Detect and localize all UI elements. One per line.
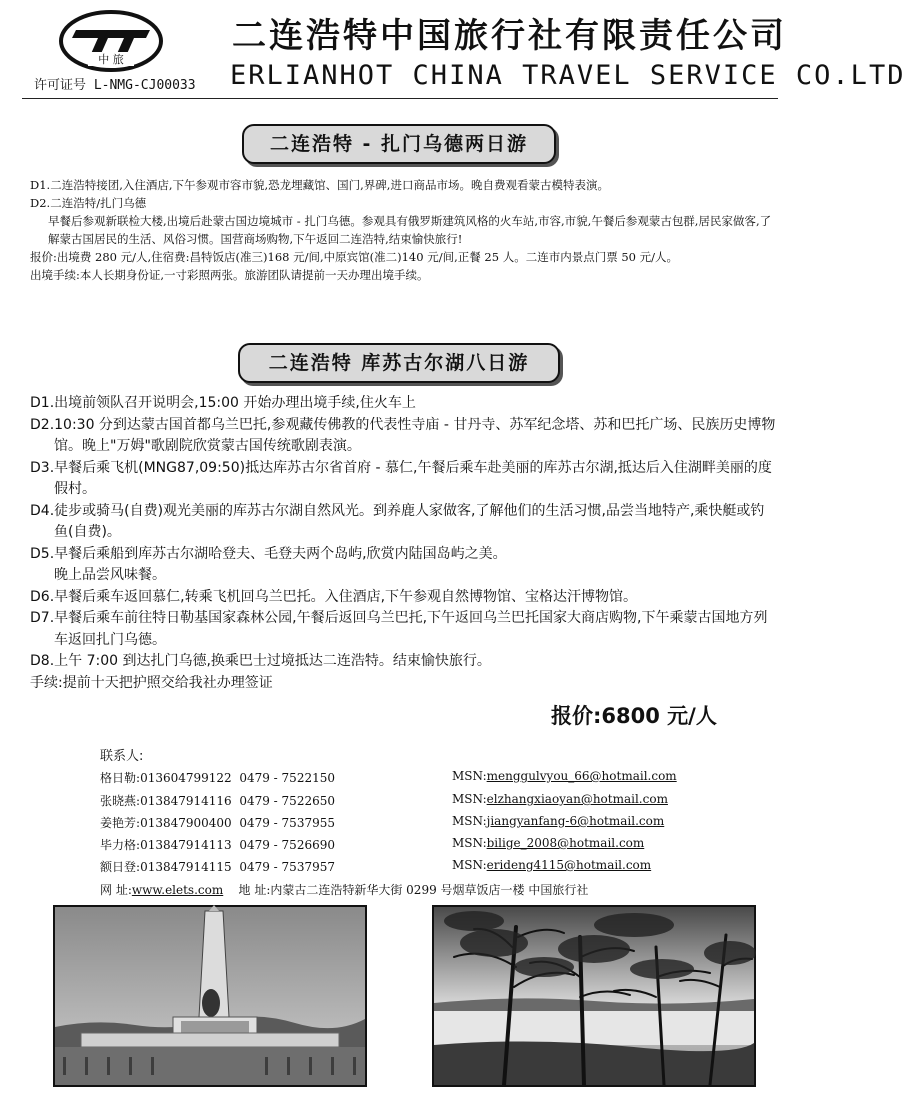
contact-msn (452, 836, 644, 850)
itinerary-day: D6.早餐后乘车返回慕仁,转乘飞机回乌兰巴托。入住酒店,下午参观自然博物馆、宝格达汗博物馆。 (30, 588, 638, 605)
contact-mobile: 013847900400 (140, 816, 232, 830)
visa-procedure: 手续:提前十天把护照交给我社办理签证 (30, 674, 273, 691)
contact-name: 额日登 (100, 860, 137, 874)
lake-photo (432, 905, 756, 1087)
trip1-line: 报价:出境费 280 元/人,住宿费:昌特饭店(准三)168 元/间,中原宾馆(准二)140 元/间,正餐 25 人。二连市内景点门票 50 元/人。 (30, 250, 679, 264)
contact-name: 毕力格 (100, 838, 137, 852)
contact-mobile: 013847914113 (140, 838, 232, 852)
itinerary-day: 晚上品尝风味餐。 (54, 567, 166, 583)
msn-address[interactable]: erideng4115@hotmail.com (486, 858, 652, 872)
trip2-title: 二连浩特 库苏古尔湖八日游 (238, 343, 560, 383)
contact-mobile: 013604799122 (140, 771, 232, 785)
itinerary-day: D5.早餐后乘船到库苏古尔湖哈登夫、毛登夫两个岛屿,欣赏内陆国岛屿之美。 (30, 545, 507, 562)
website-label: 网 址: (100, 883, 132, 897)
msn-address[interactable]: elzhangxiaoyan@hotmail.com (486, 792, 668, 806)
contact-tel: 0479 - 7537957 (239, 860, 335, 874)
msn-address[interactable]: bilige_2008@hotmail.com (486, 836, 645, 850)
contact-tel: 0479 - 7537955 (239, 816, 335, 830)
address-label: 地 址: (238, 883, 271, 897)
trip1-title: 二连浩特 - 扎门乌德两日游 (242, 124, 556, 164)
msn-label: MSN: (452, 858, 487, 872)
address-text: 内蒙古二连浩特新华大街 0299 号烟草饭店一楼 中国旅行社 (270, 883, 589, 897)
company-logo (58, 8, 164, 74)
msn-label: MSN: (452, 792, 487, 806)
msn-address[interactable]: jiangyanfang-6@hotmail.com (486, 814, 665, 828)
contact-msn (452, 792, 668, 806)
msn-label: MSN: (452, 814, 487, 828)
license-number: 许可证号 L-NMG-CJ00033 (34, 78, 196, 93)
itinerary-day: D3.早餐后乘飞机(MNG87,09:50)抵达库苏古尔省首府 - 慕仁,午餐后乘车赴美丽的库苏古尔湖,抵达后入住湖畔美丽的度假村。 (30, 459, 772, 497)
contact-row: 姜艳芳:013847900400 0479 - 7537955 (100, 816, 335, 830)
trip1-line: D2.二连浩特/扎门乌德 (30, 196, 147, 210)
monument-photo (53, 905, 367, 1087)
contact-row: 额日登:013847914115 0479 - 7537957 (100, 860, 335, 874)
header-divider (22, 98, 778, 99)
contact-tel: 0479 - 7526690 (239, 838, 335, 852)
trip1-line: 出境手续:本人长期身份证,一寸彩照两张。旅游团队请提前一天办理出境手续。 (30, 268, 429, 282)
logo-text: 中 旅 (98, 53, 124, 66)
contact-row: 格日勒:013604799122 0479 - 7522150 (100, 771, 335, 785)
itinerary-day: D8.上午 7:00 到达扎门乌德,换乘巴士过境抵达二连浩特。结束愉快旅行。 (30, 653, 491, 669)
msn-label: MSN: (452, 836, 487, 850)
contact-mobile: 013847914115 (140, 860, 232, 874)
itinerary-day: D2.10:30 分到达蒙古国首都乌兰巴托,参观藏传佛教的代表性寺庙 - 甘丹寺、苏军纪念塔、苏和巴托广场、民族历史博物馆。晚上"万姆"歌剧院欣赏蒙古国传统歌剧表演。 (30, 416, 776, 454)
itinerary-day: D1.出境前领队召开说明会,15:00 开始办理出境手续,住火车上 (30, 395, 416, 411)
website-address-row (100, 881, 588, 898)
contact-row: 张晓燕:013847914116 0479 - 7522650 (100, 794, 335, 808)
contact-name: 格日勒 (100, 771, 137, 785)
msn-address[interactable]: menggulvyou_66@hotmail.com (486, 769, 677, 783)
itinerary-day: D7.早餐后乘车前往特日勒基国家森林公园,午餐后返回乌兰巴托,下午返回乌兰巴托国家大商店购物,下午乘蒙古国地方列车返回扎门乌德。 (30, 610, 768, 648)
trip1-line: D1.二连浩特接团,入住酒店,下午参观市容市貌,恐龙埋藏馆、国门,界碑,进口商品市场。晚自费观看蒙古模特表演。 (30, 178, 609, 192)
contact-msn (452, 769, 677, 783)
itinerary-day: D4.徒步或骑马(自费)观光美丽的库苏古尔湖自然风光。到养鹿人家做客,了解他们的生活习惯,品尝当地特产,乘快艇或钓鱼(自费)。 (30, 502, 765, 540)
company-name-en: ERLIANHOT CHINA TRAVEL SERVICE CO.LTD (230, 60, 905, 91)
trip1-line: 早餐后参观新联检大楼,出境后赴蒙古国边境城市 - 扎门乌德。参观具有俄罗斯建筑风格的火车站,市容,市貌,午餐后参观蒙古包群,居民家做客,了解蒙古国居民的生活、风俗习惯。国营商场购物,下午返回二连浩特,结束愉快旅行! (48, 214, 772, 246)
contact-name: 姜艳芳 (100, 816, 137, 830)
contact-msn (452, 814, 664, 828)
contact-row: 毕力格:013847914113 0479 - 7526690 (100, 838, 335, 852)
trip2-price: 报价:6800 元/人 (551, 704, 717, 728)
msn-label: MSN: (452, 769, 487, 783)
contact-name: 张晓燕 (100, 794, 137, 808)
website-link[interactable]: www.elets.com (131, 883, 224, 897)
contacts-title: 联系人: (100, 749, 144, 764)
company-name-cn: 二连浩特中国旅行社有限责任公司 (232, 16, 787, 56)
contact-msn (452, 858, 651, 872)
trip1-description (30, 176, 775, 284)
trip2-itinerary (30, 393, 778, 694)
contact-tel: 0479 - 7522650 (239, 794, 335, 808)
contact-tel: 0479 - 7522150 (239, 771, 335, 785)
contact-mobile: 013847914116 (140, 794, 232, 808)
